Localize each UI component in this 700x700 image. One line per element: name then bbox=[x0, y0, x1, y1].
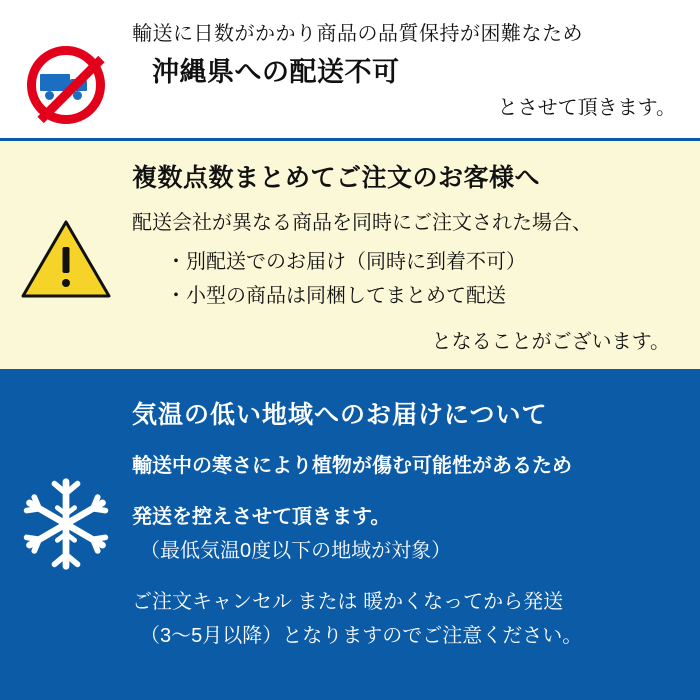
multiple-orders-title: 複数点数まとめてご注文のお客様へ bbox=[132, 164, 541, 192]
list-item: ・小型の商品は同梱してまとめて配送 bbox=[166, 285, 506, 307]
multiple-orders-text-column bbox=[132, 141, 700, 354]
multiple-orders-subtitle: 配送会社が異なる商品を同時にご注文された場合、 bbox=[132, 212, 592, 234]
truck-wheel-rear bbox=[45, 91, 54, 100]
cold-area-reason-text: 輸送中の寒さにより植物が傷む可能性があるため bbox=[132, 455, 572, 477]
section-multiple-orders bbox=[0, 138, 700, 372]
okinawa-reason-text: 輸送に日数がかかり商品の品質保持が困難なため bbox=[132, 23, 583, 45]
cold-area-option-text: ご注文キャンセル または 暖かくなってから発送 bbox=[132, 591, 564, 613]
snowflake-shape bbox=[18, 476, 114, 572]
warning-icon-column bbox=[0, 141, 132, 299]
warning-triangle-icon bbox=[20, 219, 112, 299]
section-cold-area-delivery bbox=[0, 372, 700, 700]
cold-area-note: （最低気温0度以下の地域が対象） bbox=[140, 540, 452, 562]
okinawa-icon-column bbox=[0, 10, 132, 124]
multiple-orders-footer: となることがございます。 bbox=[431, 331, 670, 353]
snowflake-icon bbox=[18, 476, 114, 572]
okinawa-text-column bbox=[132, 10, 700, 120]
cold-area-title: 気温の低い地域へのお届けについて bbox=[132, 401, 548, 429]
warning-triangle-shape bbox=[20, 219, 112, 299]
list-item: ・別配送でのお届け（同時に到着不可） bbox=[166, 251, 526, 273]
cold-area-text-column bbox=[132, 372, 700, 649]
cold-area-hold-text: 発送を控えさせて頂きます。 bbox=[132, 506, 391, 528]
section-okinawa-no-delivery bbox=[0, 0, 700, 138]
multiple-orders-bullet-list bbox=[132, 249, 676, 309]
okinawa-headline: 沖縄県への配送不可 bbox=[152, 57, 400, 87]
okinawa-closing-text: とさせて頂きます。 bbox=[497, 97, 676, 120]
no-truck-icon bbox=[27, 46, 105, 124]
snowflake-icon-column bbox=[0, 372, 132, 572]
cold-area-caution-text: （3〜5月以降）となりますのでご注意ください。 bbox=[140, 625, 583, 647]
